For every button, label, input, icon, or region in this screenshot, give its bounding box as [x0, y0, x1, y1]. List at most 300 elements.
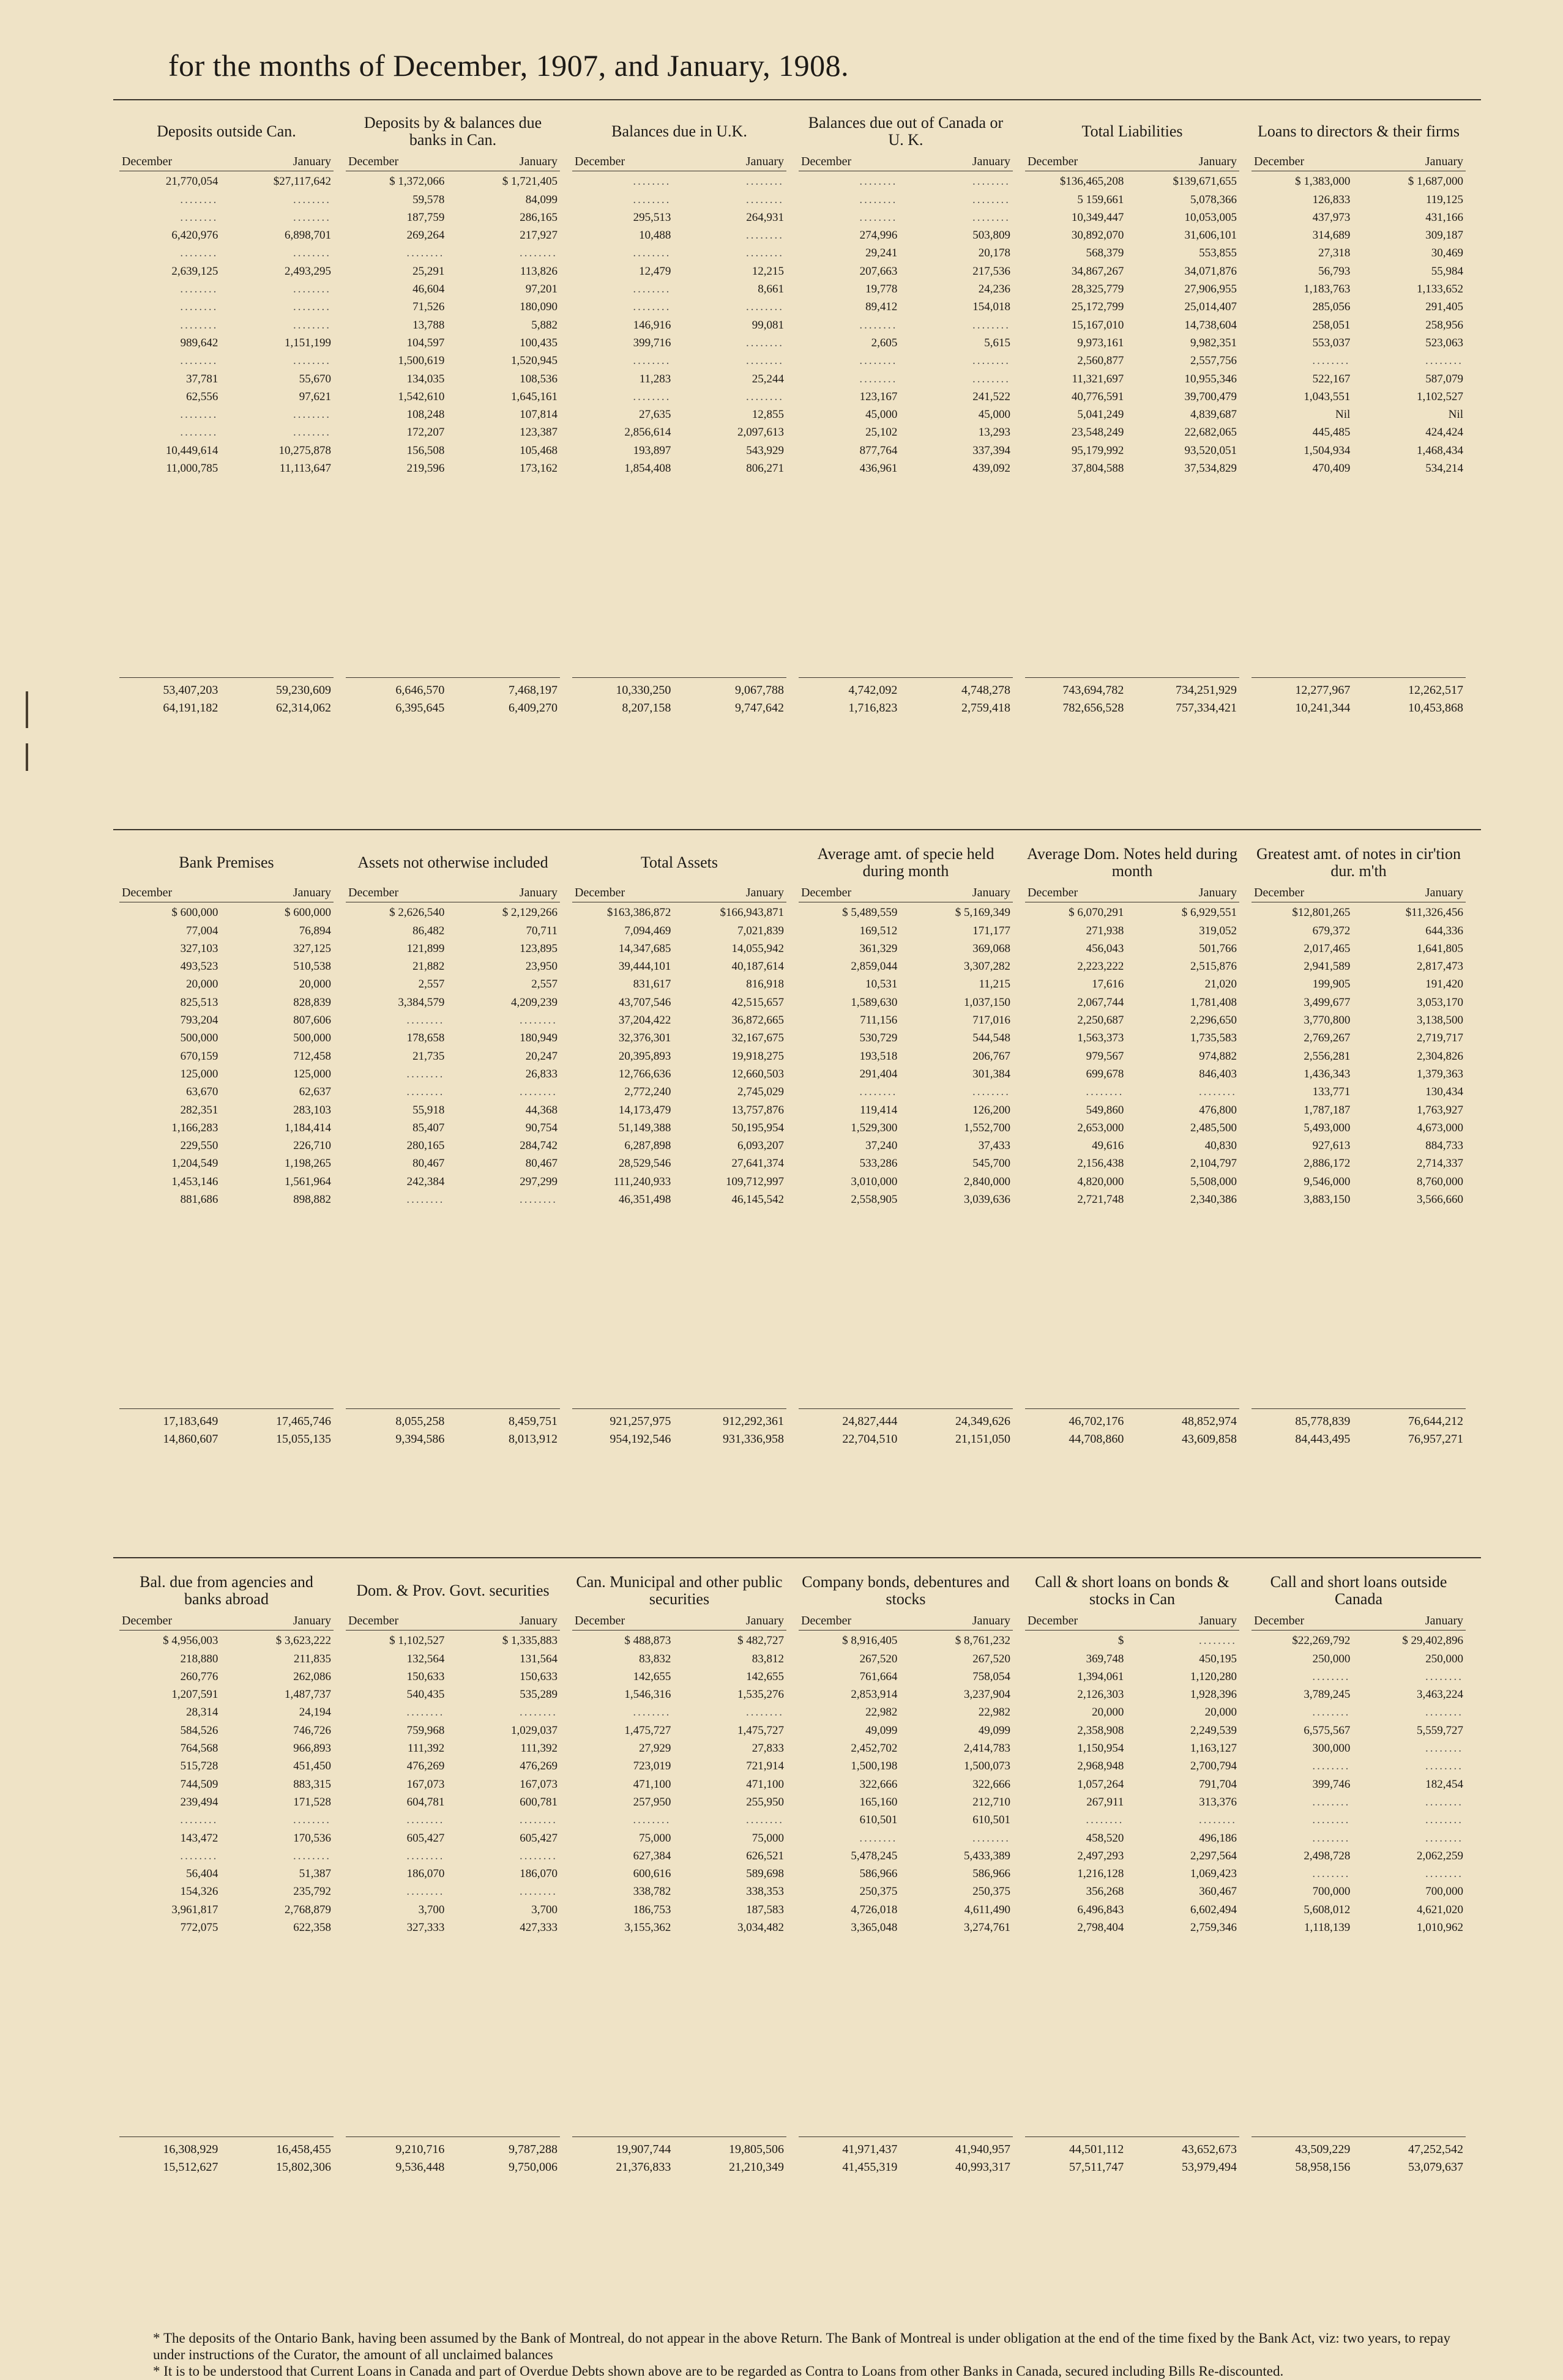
december-value: 186,753 — [633, 1903, 671, 1916]
december-value: 2,639,125 — [171, 264, 218, 278]
january-value: 1,645,161 — [511, 390, 558, 403]
january-value: 119,125 — [1425, 193, 1463, 206]
table-row — [799, 1155, 1013, 1172]
month-header — [346, 153, 560, 171]
value-list — [119, 1632, 334, 2133]
table-row — [1252, 280, 1466, 298]
january-value: $ 29,402,896 — [1402, 1634, 1463, 1648]
month-label-dec: December — [122, 886, 173, 899]
table-row — [1252, 1686, 1466, 1703]
table-row — [1025, 958, 1239, 975]
december-value: 121,899 — [406, 942, 445, 955]
december-value: 267,911 — [1086, 1795, 1124, 1809]
january-value: ........ — [520, 247, 558, 260]
january-total: 76,957,271 — [1408, 1432, 1463, 1446]
table-row — [1025, 1668, 1239, 1686]
december-value: 3,770,800 — [1304, 1014, 1351, 1027]
value-list — [1252, 1632, 1466, 2133]
december-value: 1,118,139 — [1304, 1921, 1351, 1935]
table-row — [1252, 1919, 1466, 1936]
january-value: ........ — [520, 1813, 558, 1827]
january-total: 24,349,626 — [955, 1414, 1010, 1428]
month-label-dec: December — [348, 155, 399, 168]
december-value: ........ — [633, 175, 671, 188]
table-row — [572, 1632, 786, 1649]
table-row — [1025, 406, 1239, 423]
january-value: 123,387 — [520, 426, 558, 439]
footnote-ontario-bank: * The deposits of the Ontario Bank, having been assumed by the Bank of Montreal, do not appear in the above Return. The Bank of Montreal is under obligation at the end of the time fixed by the Bank Act, viz: two years, to repay under instructions of the Curator, the amount of all unclaimed balances — [153, 2330, 1450, 2362]
december-value: 37,781 — [186, 372, 218, 385]
january-value: 99,081 — [752, 318, 784, 332]
december-value: ........ — [859, 318, 898, 332]
column-band1-2 — [572, 110, 786, 717]
december-value: 46,604 — [412, 283, 445, 296]
december-value: $ 2,626,540 — [389, 906, 445, 920]
table-row — [119, 1703, 334, 1721]
january-value: ........ — [972, 1085, 1010, 1099]
table-row — [346, 1632, 560, 1649]
december-value: 522,167 — [1312, 372, 1351, 385]
table-row — [572, 1029, 786, 1047]
december-value: 9,973,161 — [1077, 336, 1124, 349]
december-value: ........ — [180, 300, 218, 314]
month-label-dec: December — [801, 886, 852, 899]
column-heading: Balances due in U.K. — [611, 122, 747, 140]
december-value: 744,509 — [180, 1777, 218, 1791]
december-value: ........ — [633, 193, 671, 206]
january-value: 180,090 — [520, 300, 558, 314]
table-row — [1025, 388, 1239, 406]
table-row — [799, 1101, 1013, 1119]
december-value: 793,204 — [180, 1014, 218, 1027]
month-label-jan: January — [972, 886, 1010, 899]
december-value: 34,867,267 — [1071, 264, 1124, 278]
page-title: for the months of December, 1907, and January, 1908. — [168, 48, 849, 83]
december-value: 437,973 — [1312, 210, 1351, 224]
table-row — [346, 1668, 560, 1686]
january-value: 1,468,434 — [1417, 444, 1463, 457]
january-value: $ 482,727 — [737, 1634, 784, 1648]
table-row — [346, 1883, 560, 1900]
table-row — [572, 1919, 786, 1936]
january-value: 5,882 — [531, 318, 558, 332]
month-label-jan: January — [972, 155, 1010, 168]
december-value: 28,529,546 — [618, 1157, 671, 1170]
table-row — [572, 1776, 786, 1793]
january-value: 2,557 — [531, 978, 558, 991]
december-value: 218,880 — [180, 1652, 218, 1665]
table-row — [799, 1793, 1013, 1811]
previous-year-total-row — [119, 2159, 334, 2176]
january-value: ........ — [520, 1706, 558, 1719]
december-value: 3,789,245 — [1304, 1688, 1351, 1701]
january-value: 1,535,276 — [737, 1688, 784, 1701]
january-value: 13,757,876 — [731, 1103, 784, 1117]
january-value: 1,198,265 — [285, 1157, 331, 1170]
table-row — [799, 1703, 1013, 1721]
december-value: 877,764 — [859, 444, 898, 457]
january-value: ........ — [972, 354, 1010, 368]
table-row — [346, 1686, 560, 1703]
january-value: 309,187 — [1425, 229, 1463, 242]
table-row — [346, 1065, 560, 1083]
january-value: 235,792 — [293, 1885, 331, 1898]
january-value: 2,097,613 — [737, 426, 784, 439]
january-value: 622,358 — [293, 1921, 331, 1935]
december-value: 2,223,222 — [1077, 960, 1124, 973]
january-value: 5,508,000 — [1190, 1175, 1237, 1188]
table-row — [119, 298, 334, 316]
january-value: 286,165 — [520, 210, 558, 224]
table-row — [1252, 1083, 1466, 1101]
january-value: 187,583 — [746, 1903, 784, 1916]
december-total: 8,055,258 — [395, 1414, 445, 1428]
table-row — [346, 209, 560, 226]
december-value: 445,485 — [1312, 426, 1351, 439]
table-row — [1252, 244, 1466, 262]
table-row — [1252, 173, 1466, 190]
january-value: 712,458 — [293, 1049, 331, 1063]
december-value: ........ — [859, 372, 898, 385]
table-row — [1252, 442, 1466, 459]
december-value: 142,655 — [633, 1670, 671, 1683]
december-value: 314,689 — [1312, 229, 1351, 242]
january-value: 171,177 — [972, 924, 1010, 937]
january-value: $ 1,721,405 — [502, 175, 558, 188]
table-row — [119, 1065, 334, 1083]
value-list — [572, 904, 786, 1405]
december-value: 239,494 — [180, 1795, 218, 1809]
december-value: 285,056 — [1312, 300, 1351, 314]
december-value: 553,037 — [1312, 336, 1351, 349]
month-header — [799, 153, 1013, 171]
january-value: 535,289 — [520, 1688, 558, 1701]
month-header — [1025, 153, 1239, 171]
january-value: ........ — [1199, 1813, 1237, 1827]
december-value: 43,707,546 — [618, 995, 671, 1009]
table-row — [119, 1829, 334, 1847]
december-value: 39,444,101 — [618, 960, 671, 973]
january-value: 544,548 — [972, 1032, 1010, 1045]
december-value: $ 488,873 — [624, 1634, 671, 1648]
january-value: 1,475,727 — [737, 1724, 784, 1737]
table-row — [799, 1686, 1013, 1703]
december-value: 3,384,579 — [398, 995, 445, 1009]
january-total: 8,459,751 — [509, 1414, 558, 1428]
december-total: 64,191,182 — [163, 701, 218, 715]
table-row — [799, 209, 1013, 226]
month-header — [572, 884, 786, 902]
january-value: ........ — [972, 193, 1010, 206]
january-value: 2,304,826 — [1417, 1049, 1463, 1063]
column-band2-5 — [1252, 841, 1466, 1448]
january-value: 76,894 — [299, 924, 331, 937]
table-row — [1025, 1065, 1239, 1083]
january-value: 1,561,964 — [285, 1175, 331, 1188]
table-row — [1025, 1650, 1239, 1668]
december-value: 3,155,362 — [624, 1921, 671, 1935]
december-value: 20,000 — [186, 978, 218, 991]
total-row — [1025, 2141, 1239, 2159]
january-value: 167,073 — [520, 1777, 558, 1791]
january-value: 3,274,761 — [964, 1921, 1010, 1935]
table-row — [572, 1847, 786, 1865]
table-row — [1025, 922, 1239, 940]
table-row — [119, 406, 334, 423]
january-value: ........ — [1425, 354, 1463, 368]
table-row — [1025, 1632, 1239, 1649]
table-row — [119, 1811, 334, 1829]
december-value: 291,404 — [859, 1067, 898, 1080]
january-value: 4,839,687 — [1190, 408, 1237, 422]
december-value: $ 4,956,003 — [163, 1634, 218, 1648]
table-row — [1025, 191, 1239, 209]
column-heading: Call and short loans outside Canada — [1270, 1573, 1447, 1608]
january-value: 55,670 — [299, 372, 331, 385]
january-value: 1,500,073 — [964, 1760, 1010, 1773]
table-row — [799, 406, 1013, 423]
january-value: 11,113,647 — [279, 462, 331, 475]
january-value: ........ — [1425, 1795, 1463, 1809]
table-row — [1252, 370, 1466, 388]
january-value: 883,315 — [293, 1777, 331, 1791]
january-value: 3,034,482 — [737, 1921, 784, 1935]
table-row — [346, 423, 560, 441]
january-value: $11,326,456 — [1405, 906, 1463, 920]
table-row — [346, 1847, 560, 1865]
january-value: 14,055,942 — [731, 942, 784, 955]
totals — [799, 2136, 1013, 2177]
december-value: 436,961 — [859, 462, 898, 475]
month-label-dec: December — [1028, 1614, 1078, 1627]
table-row — [799, 1776, 1013, 1793]
december-value: ........ — [633, 390, 671, 403]
january-value: 50,195,954 — [731, 1121, 784, 1134]
table-row — [1252, 1811, 1466, 1829]
january-value: 1,120,280 — [1190, 1670, 1237, 1683]
column-heading: Deposits outside Can. — [157, 122, 296, 140]
january-value: ........ — [746, 229, 784, 242]
table-row — [1252, 1632, 1466, 1649]
december-value: 250,000 — [1312, 1652, 1351, 1665]
column-heading: Call & short loans on bonds & stocks in Can — [1035, 1573, 1229, 1608]
table-row — [119, 958, 334, 975]
table-row — [572, 1865, 786, 1883]
december-value: 10,488 — [639, 229, 671, 242]
december-value: 1,475,727 — [624, 1724, 671, 1737]
table-row — [1252, 1137, 1466, 1155]
table-row — [1025, 226, 1239, 244]
table-row — [119, 1650, 334, 1668]
table-row — [346, 1901, 560, 1919]
january-value: ........ — [972, 210, 1010, 224]
january-value: 36,872,665 — [731, 1014, 784, 1027]
previous-year-total-row — [799, 2159, 1013, 2176]
table-row — [572, 1883, 786, 1900]
december-value: 584,526 — [180, 1724, 218, 1737]
table-row — [1252, 1047, 1466, 1065]
january-value: 1,379,363 — [1417, 1067, 1463, 1080]
january-total: 734,251,929 — [1176, 683, 1237, 697]
december-value: 71,526 — [412, 300, 445, 314]
month-label-dec: December — [801, 155, 852, 168]
december-value: 22,982 — [865, 1706, 898, 1719]
january-value: ........ — [972, 1831, 1010, 1845]
totals — [346, 2136, 560, 2177]
totals — [346, 677, 560, 718]
december-value: ........ — [633, 354, 671, 368]
december-value: 3,010,000 — [851, 1175, 898, 1188]
table-row — [346, 280, 560, 298]
january-total: 17,465,746 — [276, 1414, 331, 1428]
january-value: 1,029,037 — [511, 1724, 558, 1737]
table-row — [119, 1155, 334, 1172]
total-row — [1252, 2141, 1466, 2159]
december-value: ........ — [633, 300, 671, 314]
december-value: 2,856,614 — [624, 426, 671, 439]
january-value: 10,275,878 — [278, 444, 331, 457]
table-row — [119, 1847, 334, 1865]
table-row — [572, 1686, 786, 1703]
january-value: 62,637 — [299, 1085, 331, 1099]
december-value: 1,394,061 — [1077, 1670, 1124, 1683]
table-row — [572, 209, 786, 226]
january-value: 2,719,717 — [1417, 1032, 1463, 1045]
month-label-jan: January — [293, 886, 331, 899]
december-value: 4,726,018 — [851, 1903, 898, 1916]
january-total: 15,055,135 — [276, 1432, 331, 1446]
december-value: ........ — [859, 354, 898, 368]
december-value: 104,597 — [406, 336, 445, 349]
december-total: 84,443,495 — [1295, 1432, 1351, 1446]
december-value: 471,100 — [633, 1777, 671, 1791]
december-value: 250,375 — [859, 1885, 898, 1898]
table-row — [1252, 1101, 1466, 1119]
december-value: 19,778 — [865, 283, 898, 296]
january-value: ........ — [746, 193, 784, 206]
december-value: 126,833 — [1312, 193, 1351, 206]
column-band2-0 — [119, 841, 334, 1448]
january-value: 319,052 — [1199, 924, 1237, 937]
january-value: 123,895 — [520, 942, 558, 955]
month-label-jan: January — [1198, 155, 1237, 168]
table-row — [572, 922, 786, 940]
table-row — [119, 316, 334, 334]
december-value: 10,449,614 — [165, 444, 218, 457]
december-value: 2,560,877 — [1077, 354, 1124, 368]
total-row — [346, 1413, 560, 1430]
table-row — [1252, 1883, 1466, 1900]
total-row — [572, 682, 786, 699]
january-value: 25,244 — [752, 372, 784, 385]
january-value: 20,000 — [1204, 1706, 1237, 1719]
january-value: 3,700 — [531, 1903, 558, 1916]
january-value: $ 8,761,232 — [955, 1634, 1010, 1648]
table-row — [572, 298, 786, 316]
previous-year-total-row — [1025, 1430, 1239, 1448]
january-total: 53,079,637 — [1408, 2160, 1463, 2174]
table-row — [346, 352, 560, 370]
december-value: 172,207 — [406, 426, 445, 439]
january-total: 19,805,506 — [729, 2142, 784, 2156]
totals — [799, 1408, 1013, 1449]
month-label-dec: December — [1254, 155, 1305, 168]
value-list — [1252, 904, 1466, 1405]
december-value: 1,150,954 — [1077, 1742, 1124, 1755]
december-value: Nil — [1335, 408, 1351, 422]
january-value: 439,092 — [972, 462, 1010, 475]
january-value: 250,375 — [972, 1885, 1010, 1898]
january-value: 2,515,876 — [1190, 960, 1237, 973]
table-row — [1025, 1083, 1239, 1101]
january-value: ........ — [972, 318, 1010, 332]
previous-year-total-row — [799, 699, 1013, 717]
december-value: ........ — [859, 1831, 898, 1845]
december-value: 1,166,283 — [171, 1121, 218, 1134]
table-row — [346, 334, 560, 352]
january-value: 75,000 — [752, 1831, 784, 1845]
december-value: 86,482 — [412, 924, 445, 937]
december-value: 2,358,908 — [1077, 1724, 1124, 1737]
december-value: 167,073 — [406, 1777, 445, 1791]
table-row — [119, 1011, 334, 1029]
january-total: 7,468,197 — [509, 683, 558, 697]
december-value: 10,349,447 — [1071, 210, 1124, 224]
december-value: $ 8,916,405 — [842, 1634, 898, 1648]
table-row — [346, 1119, 560, 1137]
december-total: 12,277,967 — [1295, 683, 1351, 697]
table-row — [1252, 191, 1466, 209]
january-value: 108,536 — [520, 372, 558, 385]
december-value: $ 1,383,000 — [1295, 175, 1351, 188]
table-row — [572, 1668, 786, 1686]
january-value: 3,566,660 — [1417, 1193, 1463, 1207]
december-value: 456,043 — [1086, 942, 1124, 955]
table-row — [1252, 459, 1466, 477]
january-value: 3,053,170 — [1417, 995, 1463, 1009]
january-value: 427,333 — [520, 1921, 558, 1935]
table-row — [572, 352, 786, 370]
table-row — [119, 1686, 334, 1703]
january-value: $ 1,687,000 — [1408, 175, 1463, 188]
table-row — [346, 262, 560, 280]
january-value: ........ — [1425, 1831, 1463, 1845]
december-value: 27,318 — [1318, 247, 1351, 260]
table-row — [119, 1191, 334, 1208]
january-value: ........ — [520, 1885, 558, 1898]
december-value: 9,546,000 — [1304, 1175, 1351, 1188]
table-row — [572, 1173, 786, 1191]
december-value: ........ — [1312, 1795, 1351, 1809]
january-value: 553,855 — [1199, 247, 1237, 260]
table-row — [799, 1883, 1013, 1900]
total-row — [572, 2141, 786, 2159]
totals — [1252, 1408, 1466, 1449]
december-value: 30,892,070 — [1071, 229, 1124, 242]
december-value: 258,051 — [1312, 318, 1351, 332]
table-row — [119, 1101, 334, 1119]
month-label-jan: January — [745, 155, 784, 168]
january-total: 757,334,421 — [1176, 701, 1237, 715]
december-value: ........ — [406, 1706, 445, 1719]
table-row — [346, 459, 560, 477]
table-row — [346, 1776, 560, 1793]
january-total: 16,458,455 — [276, 2142, 331, 2156]
table-row — [572, 173, 786, 190]
january-value: 37,433 — [978, 1139, 1010, 1153]
table-row — [1252, 904, 1466, 921]
december-value: ........ — [859, 175, 898, 188]
